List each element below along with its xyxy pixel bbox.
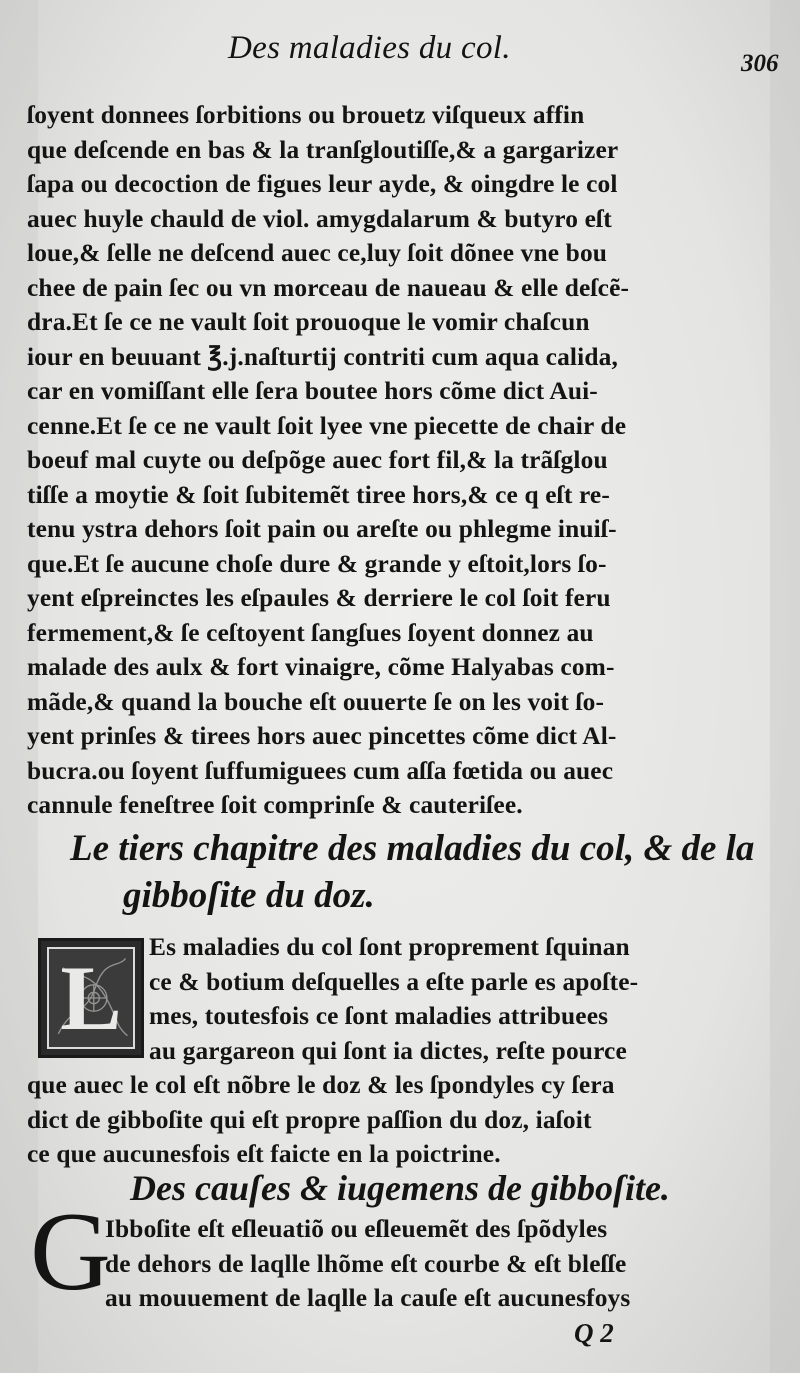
text-line: dra.Et ſe ce ne vault ſoit prouoque le vomir chaſcun [27,308,590,336]
text-line: ce & botium deſquelles a eſte parle es apoſte- [149,967,639,996]
text-line: cenne.Et ſe ce ne vault ſoit lyee vne piecette de chair de [27,411,627,440]
section-subheading: Des cauſes & iugemens de gibboſite. [130,1168,670,1208]
drop-cap-g: G [30,1190,111,1314]
chapter-title-line-1: Le tiers chapitre des maladies du col, & de la [70,828,755,869]
paragraph-3 [27,1212,777,1316]
text-line: Es maladies du col ſont proprement ſquinan [149,933,630,961]
text-line: Ibboſite eſt eſleuatiõ ou eſleuemẽt des ſpõdyles [105,1215,608,1243]
chapter-title [70,825,760,919]
signature-mark: Q 2 [574,1318,614,1348]
text-line: au mouuement de laqlle la cauſe eſt aucunesfoys [105,1284,631,1312]
chapter-title-line-2: gibboſite du doz. [123,875,375,916]
text-line: au gargareon qui ſont ia dictes, reſte pource [149,1036,627,1065]
text-line: mes, toutesfois ce ſont maladies attribuees [149,1002,609,1030]
text-line: yent prinſes & tirees hors auec pincettes cõme dict Al- [27,722,617,750]
text-line: tiſſe a moytie & ſoit ſubitemẽt tiree hors,& ce q eſt re- [27,480,610,509]
text-line: auec huyle chauld de viol. amygdalarum & butyro eſt [27,204,612,233]
text-line: cannule feneſtree ſoit comprinſe & cauteriſee. [27,791,523,819]
text-line: boeuf mal cuyte ou deſpõge auec fort fil,& la trãſglou [27,446,608,474]
paragraph-2 [27,930,777,1172]
text-line: bucra.ou ſoyent ſuffumiguees cum aſſa fœtida ou auec [27,756,614,785]
text-line: que.Et ſe aucune choſe dure & grande y eſtoit,lors ſo- [27,549,607,578]
text-line: chee de pain ſec ou vn morceau de naueau & elle deſcẽ- [27,273,630,302]
text-line: car en vomiſſant elle ſera boutee hors cõme dict Aui- [27,377,598,405]
folio-number: 306 [741,50,779,77]
text-line: loue,& ſelle ne deſcend auec ce,luy ſoit dõnee vne bou [27,239,608,267]
text-line: dict de gibboſite qui eſt propre paſſion du doz, iaſoit [27,1105,592,1134]
text-line: malade des aulx & fort vinaigre, cõme Halyabas com- [27,653,615,681]
paragraph-1 [27,98,772,823]
text-line: fermement,& ſe ceſtoyent ſangſues ſoyent donnez au [27,618,594,647]
text-line: mãde,& quand la bouche eſt ouuerte ſe on les voit ſo- [27,687,605,716]
text-line: de dehors de laqlle lhõme eſt courbe & eſt bleſſe [105,1249,627,1278]
initial-letter: L [60,947,122,1049]
text-line: ſoyent donnees ſorbitions ou brouetz viſqueux affin [27,101,585,129]
text-line: tenu ystra dehors ſoit pain ou areſte ou phlegme inuiſ- [27,515,617,543]
text-line: ſapa ou decoction de figues leur ayde, & oingdre le col [27,170,618,198]
text-line: ce que aucunesfois eſt faicte en la poictrine. [27,1140,501,1168]
text-line: que auec le col eſt nõbre le doz & les ſpondyles cy ſera [27,1071,615,1099]
text-line: yent eſpreinctes les eſpaules & derriere le col ſoit feru [27,584,611,612]
running-head: Des maladies du col. [228,30,511,66]
text-line: que deſcende en bas & la tranſgloutiſſe,& a gargarizer [27,135,619,164]
text-line: iour en beuuant ℥.j.naſturtij contriti cum aqua calida, [27,342,618,371]
